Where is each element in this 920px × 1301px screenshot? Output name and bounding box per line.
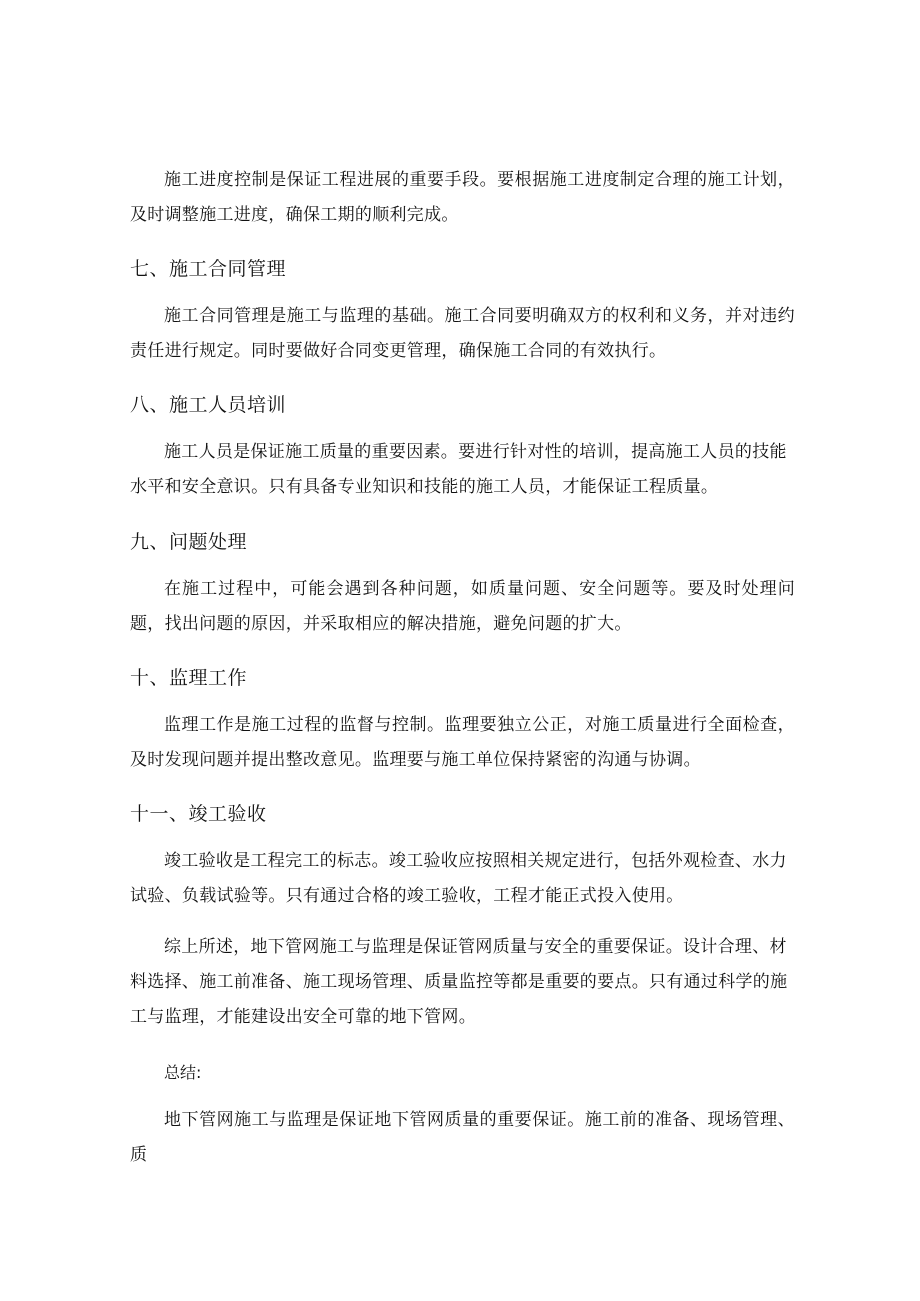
heading-completion-acceptance: 十一、竣工验收 (130, 803, 267, 825)
paragraph-staff-training-line2: 水平和安全意识。只有具备专业知识和技能的施工人员，才能保证工程质量。 (130, 477, 719, 497)
paragraph-conclusion-line3: 工与监理，才能建设出安全可靠的地下管网。 (130, 1007, 476, 1027)
paragraph-summary: 地下管网施工与监理是保证地下管网质量的重要保证。施工前的准备、现场管理、质 (130, 1110, 795, 1165)
paragraph-completion-acceptance-line2: 试验、负载试验等。只有通过合格的竣工验收，工程才能正式投入使用。 (130, 886, 684, 906)
paragraph-problem-handling: 在施工过程中，可能会遇到各种问题，如质量问题、安全问题等。要及时处理问题，找出问题的原因，并采取相应的解决措施，避免问题的扩大。 (130, 579, 795, 634)
heading-problem-handling: 九、问题处理 (130, 531, 248, 553)
paragraph-progress-control: 施工进度控制是保证工程进展的重要手段。要根据施工进度制定合理的施工计划，及时调整施工进度，确保工期的顺利完成。 (130, 170, 795, 225)
paragraph-conclusion-line2: 料选择、施工前准备、施工现场管理、质量监控等都是重要的要点。只有通过科学的施 (130, 972, 788, 992)
paragraph-conclusion-line1: 综上所述，地下管网施工与监理是保证管网质量与安全的重要保证。设计合理、材 (164, 937, 787, 957)
paragraph-supervision-work: 监理工作是施工过程的监督与控制。监理要独立公正，对施工质量进行全面检查，及时发现问题并提出整改意见。监理要与施工单位保持紧密的沟通与协调。 (130, 715, 795, 770)
heading-contract-management: 七、施工合同管理 (130, 258, 287, 280)
summary-label: 总结: (164, 1063, 202, 1082)
paragraph-completion-acceptance-line1: 竣工验收是工程完工的标志。竣工验收应按照相关规定进行，包括外观检查、水力 (164, 851, 787, 871)
heading-staff-training: 八、施工人员培训 (130, 394, 287, 416)
paragraph-staff-training-line1: 施工人员是保证施工质量的重要因素。要进行针对性的培训，提高施工人员的技能 (164, 442, 787, 462)
heading-supervision-work: 十、监理工作 (130, 667, 248, 689)
paragraph-contract-management: 施工合同管理是施工与监理的基础。施工合同要明确双方的权利和义务，并对违约责任进行规定。同时要做好合同变更管理，确保施工合同的有效执行。 (130, 306, 795, 361)
